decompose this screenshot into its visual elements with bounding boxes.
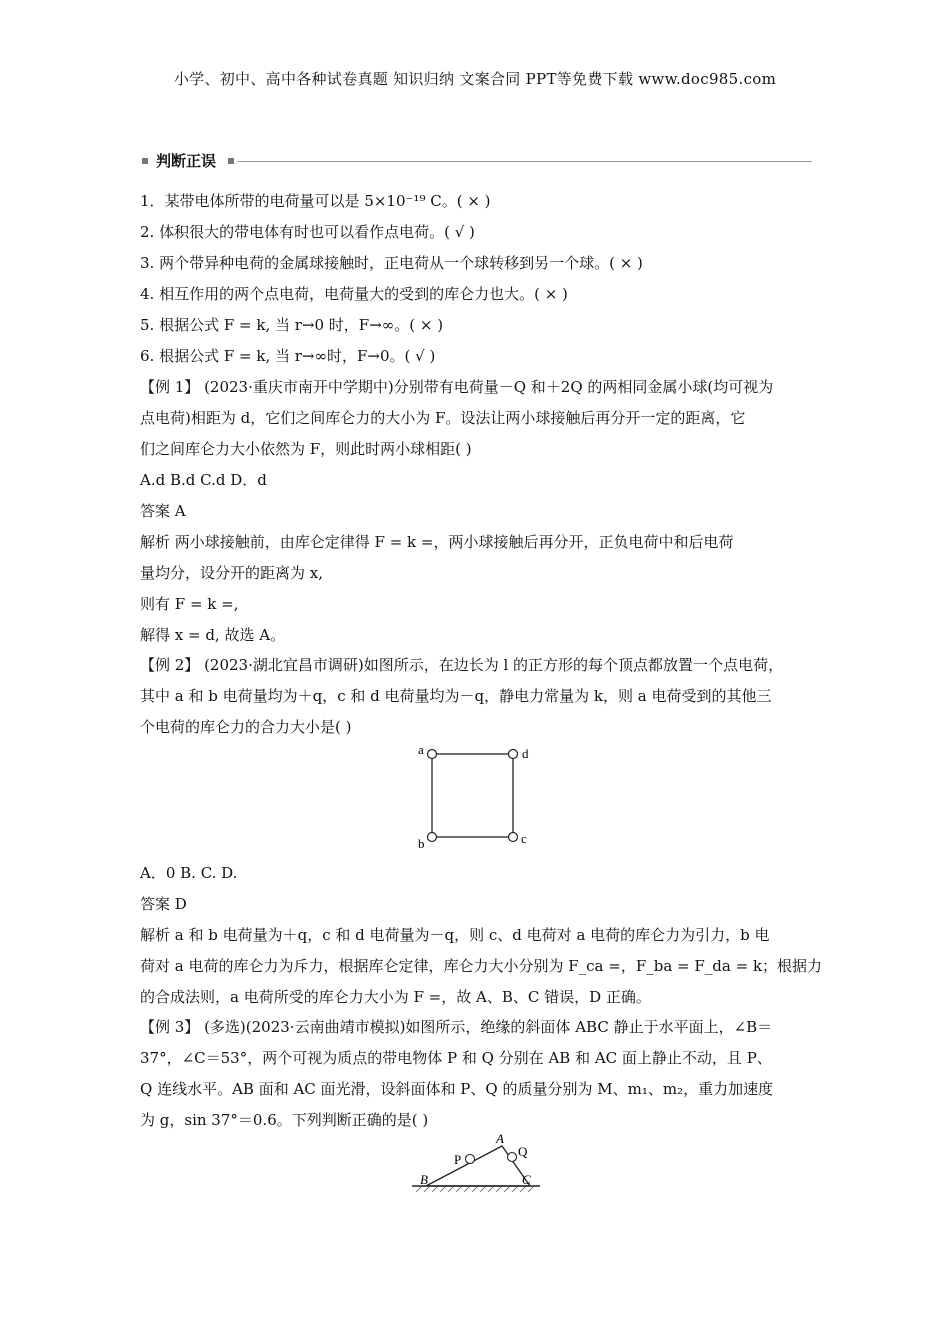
example-2	[140, 650, 812, 743]
example-1-analysis: 量均分，设分开的距离为 x,	[140, 564, 323, 582]
label-c-vertex: C	[522, 1172, 531, 1187]
example-2-analysis: 荷对 a 电荷的库仑力为斥力，根据库仑定律，库仑力大小分别为 F_ca =，F_ba = F_da = k；根据力	[140, 957, 823, 975]
charge-d	[509, 750, 518, 759]
judgement-item: 1．某带电体所带的电荷量可以是 5×10⁻¹⁹ C。( × )	[140, 192, 491, 210]
square-charges-figure	[412, 740, 536, 852]
bullet-square-icon	[228, 158, 234, 164]
label-c: c	[521, 831, 527, 846]
example-2-options: A．0 B. C. D.	[140, 864, 238, 882]
example-1-line: 点电荷)相距为 d，它们之间库仑力的大小为 F。设法让两小球接触后再分开一定的距离，它	[140, 409, 746, 427]
example-3-line: Q 连线水平。AB 面和 AC 面光滑，设斜面体和 P、Q 的质量分别为 M、m₁、m₂，重力加速度	[140, 1080, 774, 1098]
example-1-analysis: 则有 F = k =,	[140, 595, 239, 613]
example-2-line: 【例 2】 (2023·湖北宜昌市调研)如图所示，在边长为 l 的正方形的每个顶点都放置一个点电荷，	[140, 656, 784, 674]
judgement-list	[140, 186, 812, 372]
charge-b	[428, 833, 437, 842]
square-outline	[432, 754, 513, 837]
example-3-line: 【例 3】 (多选)(2023·云南曲靖市模拟)如图所示，绝缘的斜面体 ABC 静止于水平面上，∠B＝	[140, 1018, 773, 1036]
bullet-square-icon	[142, 158, 148, 164]
judgement-item: 5. 根据公式 F = k, 当 r→0 时，F→∞。( × )	[140, 316, 444, 334]
incline-figure	[408, 1130, 544, 1196]
label-d: d	[522, 746, 529, 761]
example-2-analysis: 解析 a 和 b 电荷量为＋q，c 和 d 电荷量为－q，则 c、d 电荷对 a 电荷的库仑力为引力，b 电	[140, 926, 770, 944]
example-1-analysis: 解析 两小球接触前，由库仑定律得 F = k =，两小球接触后再分开，正负电荷中和后电荷	[140, 533, 734, 551]
section-heading	[140, 150, 812, 174]
label-b-vertex: B	[420, 1172, 428, 1187]
label-a: a	[418, 742, 424, 757]
charge-a	[428, 750, 437, 759]
example-3-line: 为 g，sin 37°＝0.6。下列判断正确的是( )	[140, 1111, 429, 1129]
example-1	[140, 372, 812, 651]
label-b: b	[418, 836, 425, 851]
label-a-vertex: A	[496, 1131, 504, 1146]
example-2-line: 其中 a 和 b 电荷量均为＋q，c 和 d 电荷量均为－q，静电力常量为 k，则 a 电荷受到的其他三	[140, 687, 772, 705]
label-q: Q	[518, 1144, 528, 1159]
example-2-tail	[140, 858, 823, 1013]
example-1-answer: 答案 A	[140, 502, 186, 520]
judgement-item: 6. 根据公式 F = k, 当 r→∞时，F→0。( √ )	[140, 347, 436, 365]
example-1-options: A.d B.d C.d D．d	[140, 471, 267, 489]
section-divider	[238, 161, 812, 162]
ground-hatching	[416, 1186, 534, 1192]
page-header: 小学、初中、高中各种试卷真题 知识归纳 文案合同 PPT等免费下载 www.doc985.com	[173, 70, 777, 88]
example-2-analysis: 的合成法则，a 电荷所受的库仑力大小为 F =，故 A、B、C 错误，D 正确。	[140, 988, 651, 1006]
judgement-item: 3. 两个带异种电荷的金属球接触时，正电荷从一个球转移到另一个球。( × )	[140, 254, 643, 272]
judgement-item: 4. 相互作用的两个点电荷，电荷量大的受到的库仑力也大。( × )	[140, 285, 568, 303]
example-2-answer: 答案 D	[140, 895, 187, 913]
incline-triangle	[426, 1146, 530, 1186]
section-title: 判断正误	[156, 152, 217, 170]
example-1-analysis: 解得 x = d, 故选 A。	[140, 626, 286, 644]
example-1-line: 【例 1】 (2023·重庆市南开中学期中)分别带有电荷量－Q 和＋2Q 的两相同金属小球(均可视为	[140, 378, 774, 396]
example-2-line: 个电荷的库仑力的合力大小是( )	[140, 718, 352, 736]
charge-c	[509, 833, 518, 842]
example-1-line: 们之间库仑力大小依然为 F，则此时两小球相距( )	[140, 440, 472, 458]
object-p	[466, 1155, 475, 1164]
example-3-line: 37°，∠C＝53°，两个可视为质点的带电物体 P 和 Q 分别在 AB 和 AC 面上静止不动，且 P、	[140, 1049, 772, 1067]
object-q	[508, 1153, 517, 1162]
judgement-item: 2. 体积很大的带电体有时也可以看作点电荷。( √ )	[140, 223, 475, 241]
example-3	[140, 1012, 812, 1136]
label-p: P	[454, 1152, 462, 1167]
